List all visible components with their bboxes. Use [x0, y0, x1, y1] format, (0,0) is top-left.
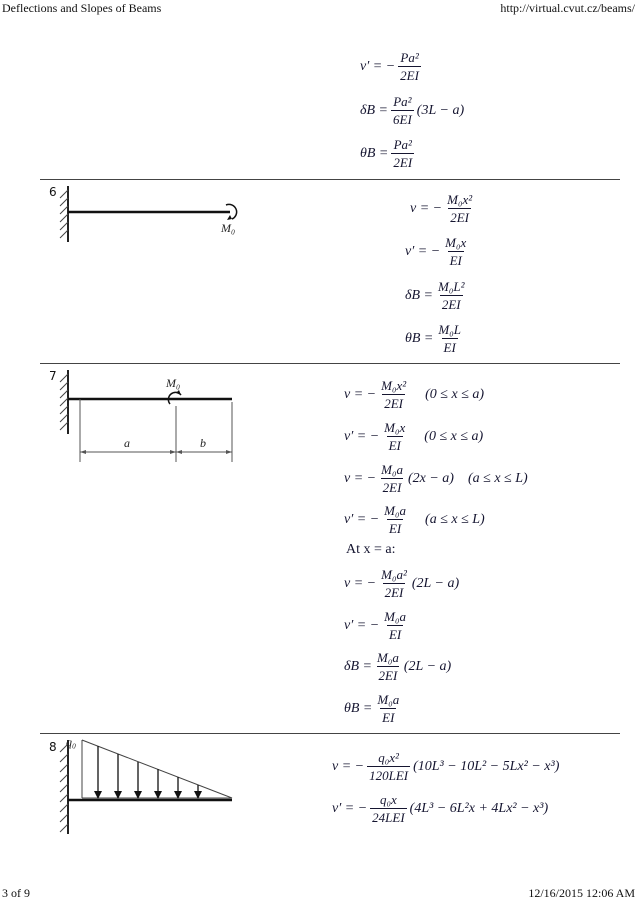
equation: δB = $\frac{\text{M₀L²}}{2EI}$: [405, 279, 465, 312]
load-arrows: [98, 746, 198, 792]
beam-figure-moment-end: [0, 180, 280, 250]
page-number: 3 of 9: [2, 886, 30, 900]
equation: θB = $\frac{\text{Pa²}}{2EI}$: [360, 137, 413, 170]
beam-figure-moment-interior: [0, 366, 280, 466]
load-triangle: [82, 740, 232, 798]
case-number: 7: [49, 369, 57, 383]
equation: θB = $\frac{\text{M₀a}}{EI}$: [344, 692, 400, 725]
equation: v′ = − $\frac{\text{M₀a}}{EI}$ (a ≤ x ≤ L): [344, 503, 485, 536]
print-datetime: 12/16/2015 12:06 AM: [528, 886, 635, 900]
source-url[interactable]: http://virtual.cvut.cz/beams/: [500, 1, 635, 15]
load-intensity-label: q₀: [66, 735, 77, 749]
wall-hatching: [60, 744, 68, 832]
equation: δB = $\frac{\text{M₀a}}{2EI}$ (2L − a): [344, 650, 452, 683]
dimension-b-label: b: [200, 436, 206, 450]
equation: v = − $\frac{\text{M₀a²}}{2EI}$ (2L − a): [344, 567, 460, 600]
case-number: 6: [49, 185, 57, 199]
moment-arrowhead: [176, 390, 181, 395]
beam-figure-triangular-load: [0, 734, 280, 844]
equation: v = − $\frac{\text{M₀a}}{2EI}$ (2x − a) (a ≤ x ≤ L): [344, 462, 528, 495]
equation: θB = $\frac{\text{M₀L}}{EI}$: [405, 322, 461, 355]
row-divider: [40, 363, 620, 364]
equation: v′ = − $\frac{\text{q₀x}}{\text{24LEI}}$ (4L³ − 6L²x + 4Lx² − x³): [332, 792, 549, 825]
wall-hatching: [60, 190, 68, 238]
equation: v′ = − $\frac{\text{Pa²}}{2EI}$: [360, 50, 419, 83]
equation: v′ = − $\frac{\text{M₀x}}{EI}$: [405, 235, 467, 268]
moment-label: M₀: [221, 221, 236, 235]
case-number: 8: [49, 740, 57, 754]
equation: v′ = − $\frac{\text{M₀a}}{EI}$: [344, 609, 407, 642]
moment-label: M₀: [166, 376, 181, 390]
equation: δB = $\frac{\text{Pa²}}{6EI}$ (3L − a): [360, 94, 465, 127]
equation: v′ = − $\frac{\text{M₀x}}{EI}$ (0 ≤ x ≤ a): [344, 420, 484, 453]
document-title: Deflections and Slopes of Beams: [2, 1, 162, 15]
at-x-equals-a-label: At x = a:: [346, 542, 396, 557]
moment-arrowhead: [227, 215, 232, 220]
equation: v = − $\frac{\text{M₀x²}}{2EI}$: [410, 192, 473, 225]
equation: v = − $\frac{\text{M₀x²}}{2EI}$ (0 ≤ x ≤ a): [344, 378, 485, 411]
equation: v = − $\frac{\text{q₀x²}}{\text{120LEI}}$ (10L³ − 10L² − 5Lx² − x³): [332, 750, 560, 783]
dimension-a-label: a: [124, 436, 130, 450]
wall-hatching: [60, 374, 68, 430]
